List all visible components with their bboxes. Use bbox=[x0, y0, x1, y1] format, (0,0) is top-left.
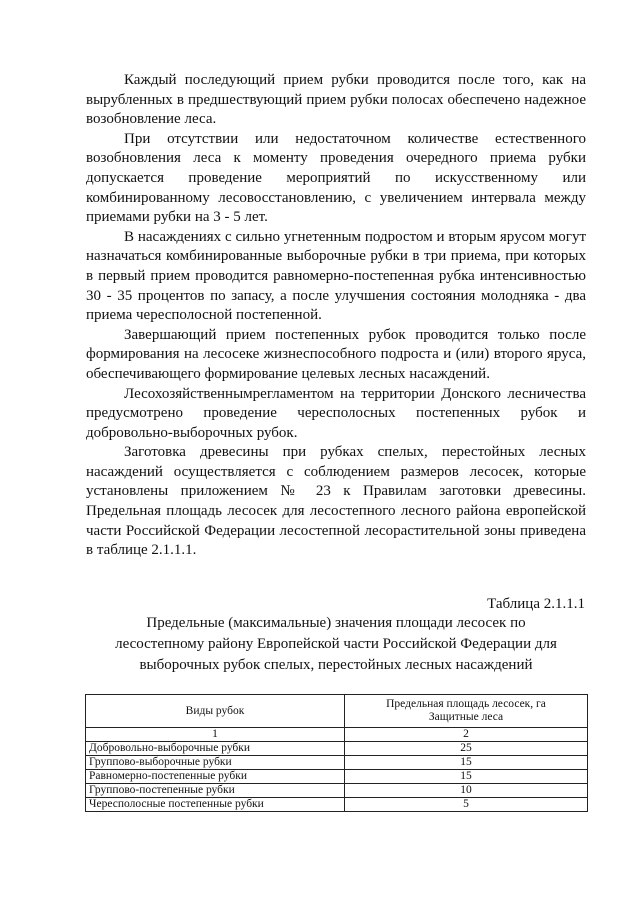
cell-area: 5 bbox=[345, 798, 588, 812]
paragraph: Заготовка древесины при рубках спелых, перестойных лесных насаждений осуществляется с соблюдением размеров лесосек, которые установлены приложением № 23 к Правилам заготовки древесины. Предельная площадь лесосек для лесостепного лесного района европейской части Российской Федерации лесостепной лесорастительной зоны приведена в таблице 2.1.1.1. bbox=[86, 444, 586, 559]
paragraph: Лесохозяйственнымрегламентом на территории Донского лесничества предусмотрено проведение чересполосных постепенных рубок и добровольно-выборочных рубок. bbox=[86, 385, 586, 441]
cell-area: 10 bbox=[345, 784, 588, 798]
caption-line: лесостепному району Европейской части Российской Федерации для bbox=[115, 636, 557, 652]
header-area-title: Предельная площадь лесосек, га bbox=[386, 698, 546, 710]
paragraph: При отсутствии или недостаточном количестве естественного возобновления леса к моменту проведения очередного приема рубки допускается проведение мероприятий по искусственному или комбинированному лесовосстановлению, с увеличением интервала между приемами рубки на 3 - 5 лет. bbox=[86, 130, 586, 226]
header-cell-kind: Виды рубок bbox=[86, 695, 345, 728]
cell-kind: Добровольно-выборочные рубки bbox=[86, 742, 345, 756]
header-cell-area bbox=[345, 695, 588, 728]
table-row bbox=[86, 798, 588, 812]
table-row bbox=[86, 770, 588, 784]
header-area-subtitle: Защитные леса bbox=[428, 711, 504, 723]
table-row bbox=[86, 784, 588, 798]
limits-table bbox=[85, 694, 588, 812]
paragraph: Каждый последующий прием рубки проводится после того, как на вырубленных в предшествующий прием рубки полосах обеспечено надежное возобновление леса. bbox=[86, 72, 586, 128]
cell-area: 25 bbox=[345, 742, 588, 756]
cell-area: 15 bbox=[345, 756, 588, 770]
index-cell: 1 bbox=[86, 728, 345, 742]
cell-area: 15 bbox=[345, 770, 588, 784]
table-row bbox=[86, 756, 588, 770]
table-label: Таблица 2.1.1.1 bbox=[487, 596, 585, 612]
table-row bbox=[86, 742, 588, 756]
paragraph: В насаждениях с сильно угнетенным подростом и вторым ярусом могут назначаться комбинированные выборочные рубки в три приема, при которых в первый прием проводится равномерно-постепенная рубка интенсивностью 30 - 35 процентов по запасу, а после улучшения состояния молодняка - два приема чересполосной постепенной. bbox=[86, 228, 586, 324]
table-header-row bbox=[86, 695, 588, 728]
cell-kind: Чересполосные постепенные рубки bbox=[86, 798, 345, 812]
caption-line: выборочных рубок спелых, перестойных лесных насаждений bbox=[139, 657, 533, 673]
index-cell: 2 bbox=[345, 728, 588, 742]
table-caption bbox=[86, 613, 586, 676]
body-text bbox=[86, 71, 586, 561]
cell-kind: Равномерно-постепенные рубки bbox=[86, 770, 345, 784]
paragraph: Завершающий прием постепенных рубок проводится только после формирования на лесосеке жизнеспособного подроста и (или) второго яруса, обеспечивающего формирование целевых лесных насаждений. bbox=[86, 326, 586, 382]
table-index-row bbox=[86, 728, 588, 742]
cell-kind: Группово-выборочные рубки bbox=[86, 756, 345, 770]
caption-line: Предельные (максимальные) значения площади лесосек по bbox=[146, 615, 526, 631]
cell-kind: Группово-постепенные рубки bbox=[86, 784, 345, 798]
